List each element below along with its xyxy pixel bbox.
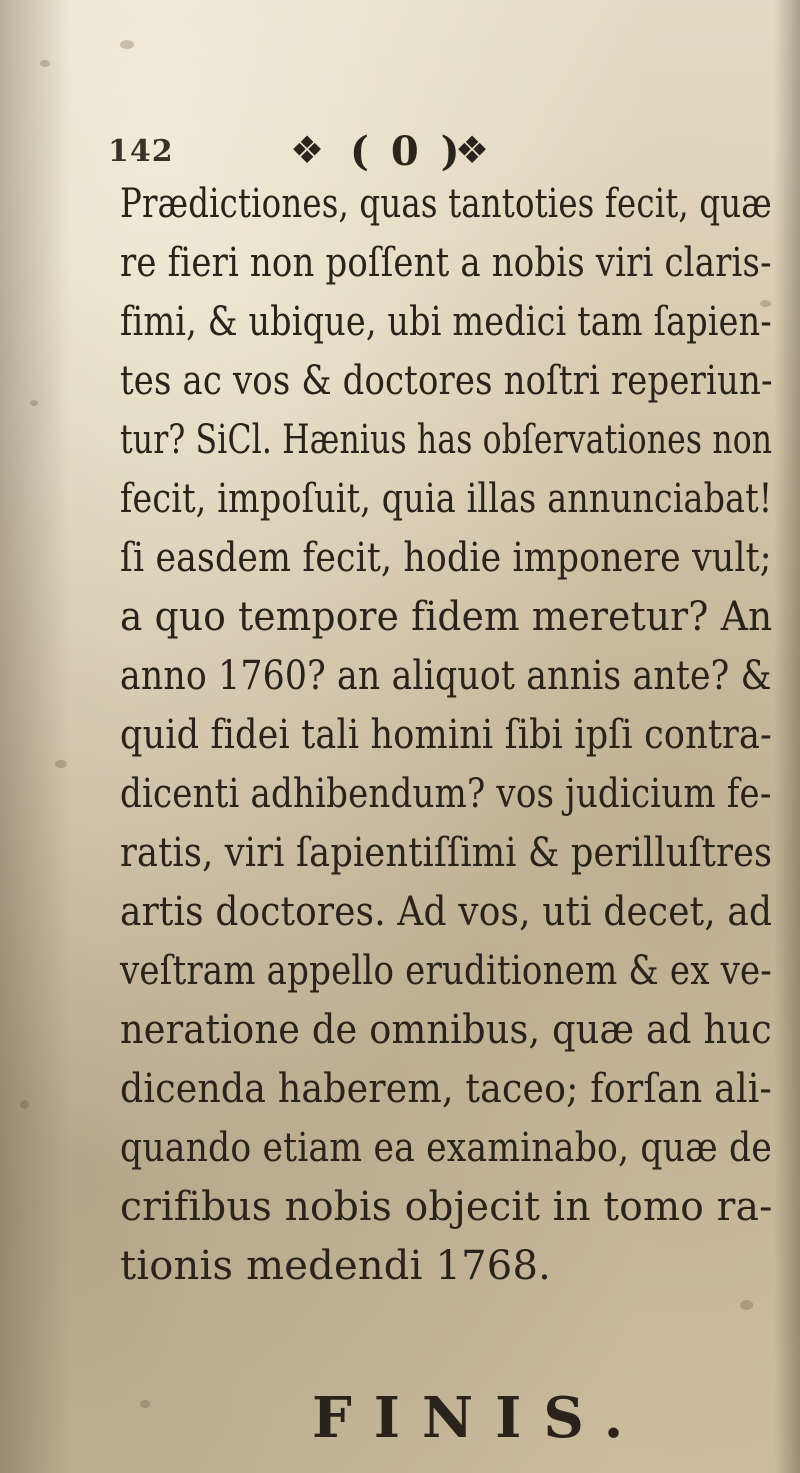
page-shadow-right bbox=[774, 0, 800, 1473]
text-line: ratis, viri ſapientiſſimi & perilluſtres bbox=[120, 830, 773, 876]
paper-speck bbox=[30, 400, 38, 406]
text-line: artis doctores. Ad vos, uti decet, ad bbox=[120, 889, 773, 935]
paper-speck bbox=[20, 1100, 29, 1109]
running-head: ( 0 ) bbox=[350, 128, 464, 175]
text-line: tionis medendi 1768. bbox=[120, 1243, 552, 1289]
text-line: fecit, impoſuit, quia illas annunciabat! bbox=[120, 476, 773, 522]
page-number: 142 bbox=[108, 134, 174, 169]
paper-speck bbox=[740, 1300, 753, 1310]
paper-speck bbox=[55, 760, 67, 768]
text-line: crifibus nobis objecit in tomo ra- bbox=[120, 1184, 773, 1230]
paper-speck bbox=[140, 1400, 150, 1408]
text-line: quid fidei tali homini ſibi ipſi contra- bbox=[120, 712, 773, 758]
page-shadow-left bbox=[0, 0, 70, 1473]
text-line: Prædictiones, quas tantoties fecit, quæ bbox=[120, 181, 772, 227]
text-line: dicenda haberem, taceo; forſan ali- bbox=[120, 1066, 772, 1112]
fleuron-right-icon: ❖ bbox=[455, 128, 490, 172]
text-line: re fieri non poſſent a nobis viri claris- bbox=[120, 240, 772, 286]
paper-speck bbox=[40, 60, 50, 67]
text-line: anno 1760? an aliquot annis ante? & bbox=[120, 653, 772, 699]
text-line: dicenti adhibendum? vos judicium fe- bbox=[120, 771, 772, 817]
text-line: neratione de omnibus, quæ ad huc bbox=[120, 1007, 772, 1053]
text-line: veſtram appello eruditionem & ex ve- bbox=[120, 948, 772, 994]
page-header bbox=[100, 128, 660, 188]
paper-speck bbox=[120, 40, 134, 49]
text-line: tes ac vos & doctores noſtri reperiun- bbox=[120, 358, 773, 404]
fleuron-left-icon: ❖ bbox=[290, 128, 325, 172]
text-line: fimi, & ubique, ubi medici tam ſapien- bbox=[120, 299, 772, 345]
text-line: a quo tempore fidem meretur? An bbox=[120, 594, 773, 640]
finis-heading: FINIS. bbox=[312, 1385, 646, 1451]
text-line: quando etiam ea examinabo, quæ de bbox=[120, 1125, 772, 1171]
text-line: ſi easdem fecit, hodie imponere vult; bbox=[120, 535, 772, 581]
text-line: tur? SiCl. Hænius has obſervationes non bbox=[120, 417, 773, 463]
